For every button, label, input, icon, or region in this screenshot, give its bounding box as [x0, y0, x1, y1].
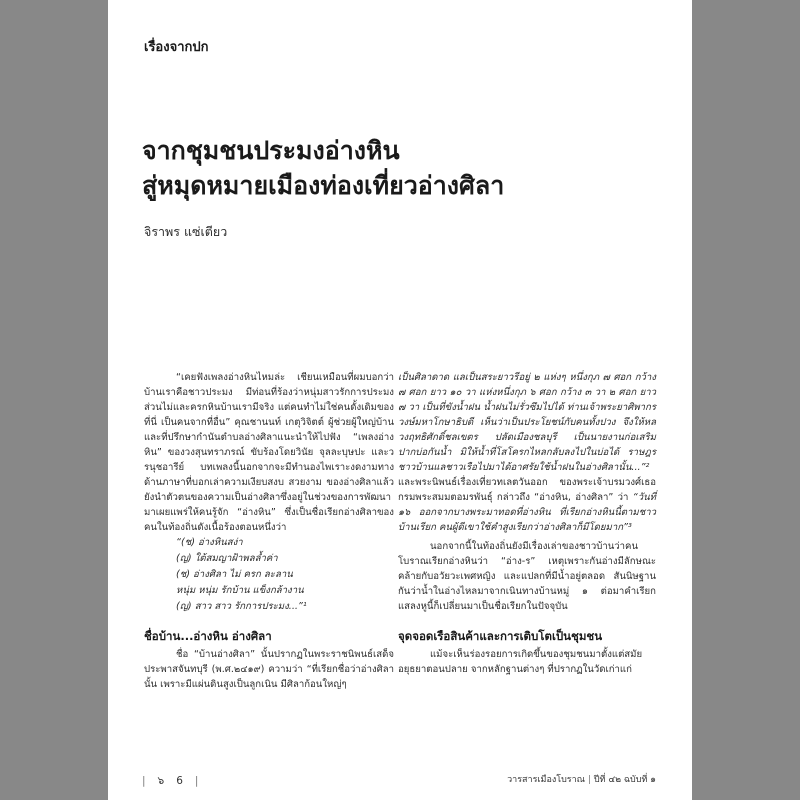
lyric-line: (ญ) ใต้สมญาฝ้าพลล้ำค่า	[176, 553, 278, 564]
right-column	[398, 370, 656, 677]
body-paragraph: ชื่อ “บ้านอ่างศิลา” นั้นปรากฏในพระราชนิพนธ์เสด็จประพาสจันทบุรี (พ.ศ.๒๔๑๙) ความว่า “ที่เรียกชื่อว่าอ่างศิลานั้น เพราะมีแผ่นดินสูงเป็นลูกเนิน มีศิลาก้อนใหญ่ๆ	[144, 649, 394, 690]
title-line-2: สู่หมุดหมายเมืองท่องเที่ยวอ่างศิลา	[142, 171, 505, 200]
body-text: และพระนิพนธ์เรื่องเที่ยวทเลตวันออก ของพระเจ้าบรมวงศ์เธอ กรมพระสมมตอมรพันธุ์ กล่าวถึง “อ่างหิน, อ่างศิลา” ว่า	[398, 477, 656, 503]
lyric-line: (ญ) สาว สาว รักการประมง...”¹	[176, 601, 307, 612]
intro-paragraph: “เคยฟังเพลงอ่างหินไหมล่ะ เชียนเหมือนที่ผมบอกว่าบ้านเราคือชาวประมง มีท่อนที่ร้องว่าหนุ่มสาวรักการประมง ส่วนไม่และครกหินบ้านเรามีจริง แต่คนทำไม่ใช่คนดั้งเดิมของที่นี่ เป็นคนจากที่อื่น” คุณชานนท์ เกตุวิจิตต์ ผู้ช่วยผู้ใหญ่บ้านและที่ปรึกษากำนันตำบลอ่างศิลาแนะนำให้ไปฟัง “เพลงอ่างหิน” ของวงสุนทราภรณ์ ขับร้องโดยวินัย จุลละบุษปะ และวรนุชอารีย์ บทเพลงนี้นอกจากจะมีทำนองไพเราะงดงามทางด้านภาษาที่บอกเล่าความเงียบสงบ สวยงาม ของอ่างศิลาแล้ว ยังนำตัวตนของความเป็นอ่างศิลาซึ่งอยู่ในช่วงของการพัฒนามาเผยแพร่ให้คนรู้จัก “อ่างหิน” ซึ่งเป็นชื่อเรียกอ่างศิลาของคนในท้องถิ่นดังเนื้อร้องตอนหนึ่งว่า	[144, 372, 394, 533]
body-paragraph: แม้จะเห็นร่องรอยการเกิดขึ้นของชุมชนมาตั้งแต่สมัยอยุธยาตอนปลาย จากหลักฐานต่างๆ ที่ปรากฏในวัดเก่าแก่	[398, 649, 643, 675]
title-line-1: จากชุมชนประมงอ่างหิน	[142, 136, 400, 165]
magazine-page	[108, 0, 692, 800]
page-number-thai: ๖	[157, 775, 165, 787]
author-byline: จิราพร แซ่เตียว	[144, 224, 228, 239]
song-lyrics	[176, 535, 394, 615]
running-footer: วารสารเมืองโบราณ | ปีที่ ๔๒ ฉบับที่ ๑	[507, 775, 656, 785]
body-paragraph: นอกจากนี้ในท้องถิ่นยังมีเรื่องเล่าของชาวบ้านว่าคนโบราณเรียกอ่างหินว่า “อ่าง-ร” เหตุเพราะกันอ่างมีลักษณะคล้ายกับอวัยวะเพศหญิง และแปลกที่มีน้ำอยู่ตลอด สันนิษฐานกันว่าน้ำในอ่างไหลมาจากเนินทางบ้านหมู่ ๑ ต่อมาคำเรียกแสลงหูนี้ก็เปลี่ยนมาเป็นชื่อเรียกในปัจจุบัน	[398, 541, 656, 612]
page-number-arabic: 6	[176, 774, 183, 787]
section-label: เรื่องจากปก	[144, 40, 209, 55]
left-column	[144, 370, 394, 692]
issue-info: ปีที่ ๔๒ ฉบับที่ ๑	[593, 775, 656, 785]
journal-name: วารสารเมืองโบราณ	[507, 775, 586, 785]
quote-paragraph	[398, 370, 656, 535]
article-title	[142, 133, 504, 203]
lyric-line: “(ช) อ่างหินสง่า	[176, 537, 243, 548]
travel-quote: “วันที่ ๑๖ ออกจากบางพระมาทอดที่อ่างหิน ที่เรียกอ่างหินนี้ตามชาวบ้านเรียก คนผู้ดีเขาใช้คำสูงเรียกว่าอ่างศิลาก็มีโดยมาก”³	[398, 492, 656, 533]
section-heading: จุดจอดเรือสินค้าและการเติบโตเป็นชุมชน	[398, 629, 603, 643]
royal-quote: เป็นศิลาดาด แลเป็นสระยาวรีอยู่ ๒ แห่งๆ หนึ่งกุภ ๗ ศอก กว้าง ๗ ศอก ยาว ๑๐ วา แห่งหนึ่งกุภ ๖ ศอก กว้าง ๓ วา ๒ ศอก ยาว ๗ วา เป็นที่ขังน้ำฝน น้ำฝนไม่รั่วซึมไปได้ ท่านเจ้าพระยาศิพากรวงษ์มหาโกษาธิบดี เห็นว่าเป็นประโยชน์กับคนทั้งปวง จึงให้หลวงฤทธิศักดิ์ชลเขตร ปลัดเมืองชลบุรี เป็นนายงานก่อเสริมปากบ่อกันน้ำ มิให้น้ำที่โสโครกไหลกลับลงไปในบ่อได้ ราษฎรชาวบ้านแลชาวเรือไปมาได้อาศรัยใช้น้ำฝนในอ่างศิลานั้น...”²	[398, 372, 656, 473]
page-number: | ๖ 6 |	[142, 772, 198, 789]
lyric-line: หนุ่ม หนุ่ม รักบ้าน แข็งกล้างาน	[176, 585, 304, 596]
section-heading: ชื่อบ้าน...อ่างหิน อ่างศิลา	[144, 629, 272, 643]
lyric-line: (ช) อ่างศิลา ไม่ ครก ละลาน	[176, 569, 293, 580]
